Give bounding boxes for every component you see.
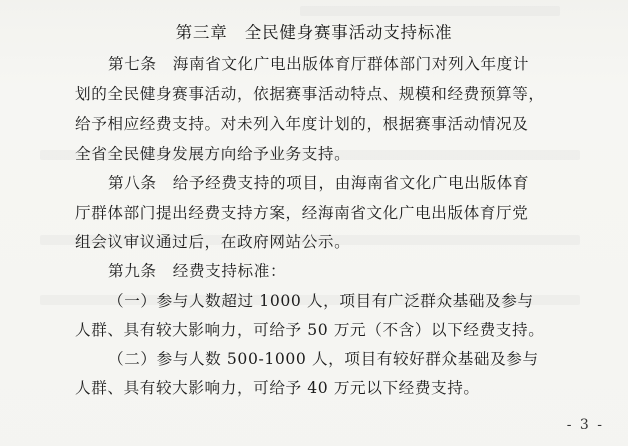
standard-1-line-2: 人群、具有较大影响力，可给予 50 万元（不含）以下经费支持。 xyxy=(75,321,545,339)
chapter-title: 第三章 全民健身赛事活动支持标准 xyxy=(175,23,453,42)
article-8-line-3: 组会议审议通过后，在政府网站公示。 xyxy=(75,233,351,251)
standard-2-line-2: 人群、具有较大影响力，可给予 40 万元以下经费支持。 xyxy=(75,379,480,397)
article-8-line-2: 厅群体部门提出经费支持方案，经海南省文化广电出版体育厅党 xyxy=(75,204,529,222)
standard-1-line-1: （一）参与人数超过 1000 人，项目有广泛群众基础及参与 xyxy=(108,292,534,310)
article-7-line-3: 给予相应经费支持。对未列入年度计划的，根据赛事活动情况及 xyxy=(75,115,529,133)
article-7-line-1: 第七条 海南省文化广电出版体育厅群体部门对列入年度计 xyxy=(108,55,530,73)
bleed-through-mark xyxy=(300,6,560,16)
page-number: - 3 - xyxy=(566,417,604,433)
standard-2-line-1: （二）参与人数 500-1000 人，项目有较好群众基础及参与 xyxy=(108,350,539,368)
article-7-line-2: 划的全民健身赛事活动，依据赛事活动特点、规模和经费预算等， xyxy=(75,85,545,103)
article-8-line-1: 第八条 给予经费支持的项目，由海南省文化广电出版体育 xyxy=(108,174,530,192)
article-9-heading: 第九条 经费支持标准： xyxy=(108,262,287,280)
article-7-line-4: 全省全民健身发展方向给予业务支持。 xyxy=(75,145,351,163)
